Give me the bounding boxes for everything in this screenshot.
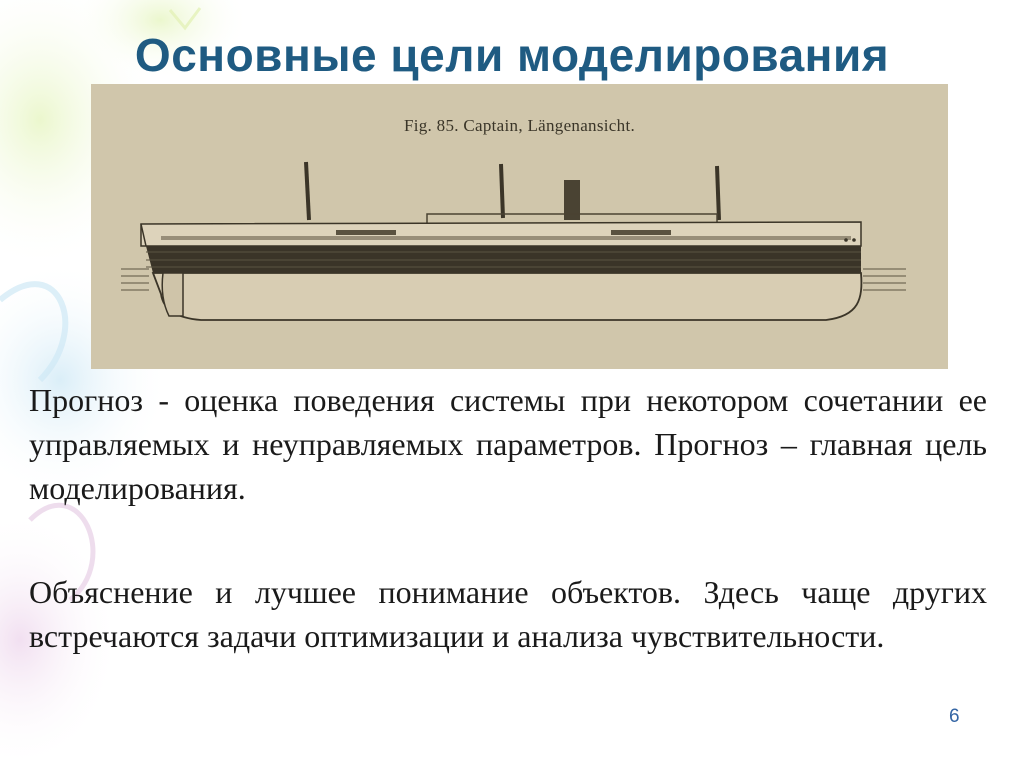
paragraph-forecast: Прогноз - оценка поведения системы при некотором сочетании ее управляемых и неуправляемых параметров. Прогноз – главная цель моделирования. (29, 382, 987, 506)
page-number: 6 (949, 706, 960, 727)
ship-figure (91, 84, 948, 369)
figure-caption: Fig. 85. Captain, Längenansicht. (403, 116, 636, 135)
slide-title: Основные цели моделирования (134, 29, 890, 81)
paragraph-explanation: Объяснение и лучшее понимание объектов. Здесь чаще других встречаются задачи оптимизации и анализа чувствительности. (29, 574, 987, 654)
